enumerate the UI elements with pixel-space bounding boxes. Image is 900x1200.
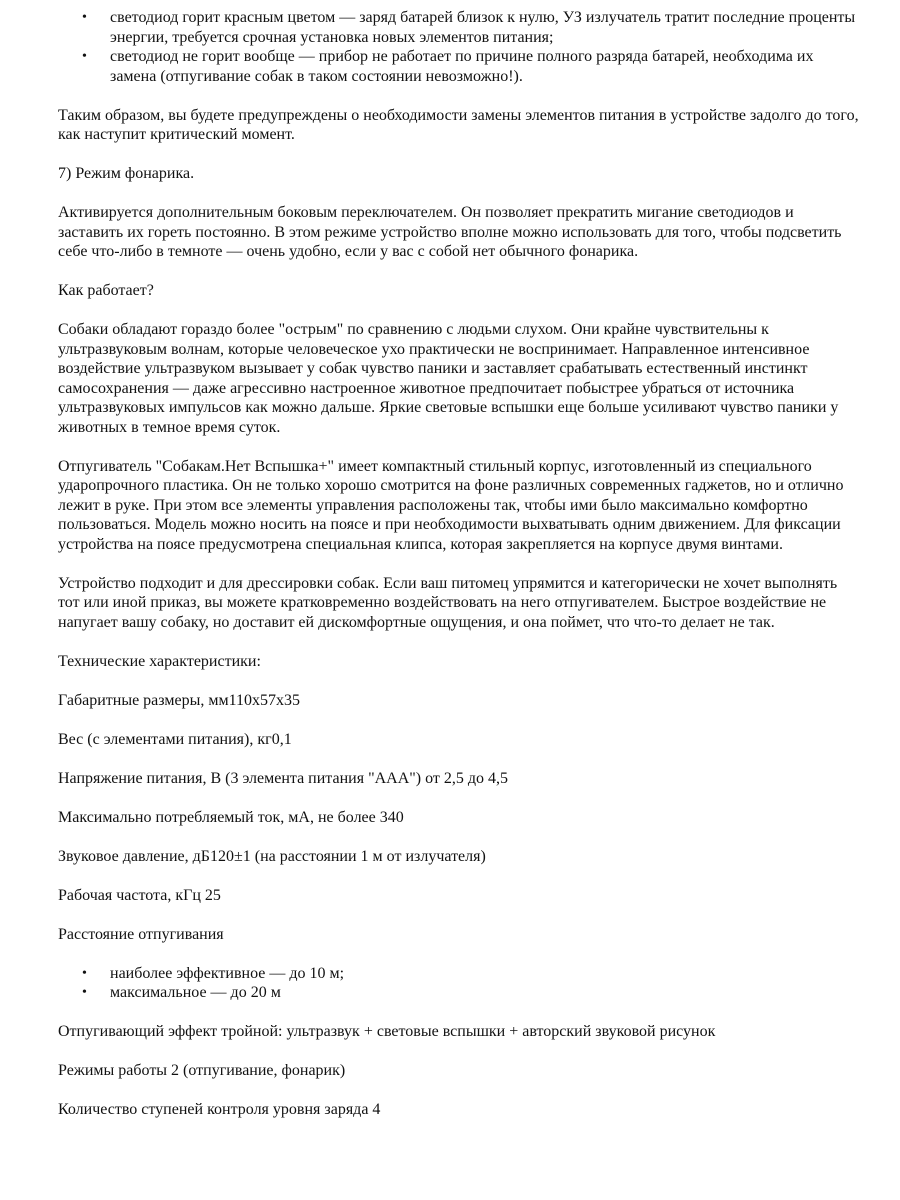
list-item-text: светодиод не горит вообще — прибор не работает по причине полного разряда батарей, необходима их замена (отпугивание собак в таком состоянии невозможно!). <box>110 48 814 85</box>
spec-charge-levels: Количество ступеней контроля уровня заряда 4 <box>58 1101 381 1118</box>
spec-sound-pressure: Звуковое давление, дБ120±1 (на расстоянии 1 м от излучателя) <box>58 847 486 865</box>
led-status-list <box>58 8 860 86</box>
section-heading-how-it-works: Как работает? <box>58 282 154 299</box>
paragraph-device-body: Отпугиватель "Собакам.Нет Вспышка+" имеет компактный стильный корпус, изготовленный из специального ударопрочного пластика. Он не только хорошо смотрится на фоне различных современных гаджетов, но и отлично лежит в руке. При этом все элементы управления расположены так, чтобы ими было максимально комфортно пользоваться. Модель можно носить на поясе и при необходимости выхватывать одним движением. Для фиксации устройства на поясе предусмотрена специальная клипса, которая закрепляется на корпусе двумя винтами. <box>58 457 844 553</box>
spec-frequency: Рабочая частота, кГц 25 <box>58 886 221 904</box>
section-heading-specs: Технические характеристики: <box>58 652 261 670</box>
spec-dimensions: Габаритные размеры, мм110х57х35 <box>58 691 300 709</box>
list-item <box>82 47 860 86</box>
section-heading-flashlight: 7) Режим фонарика. <box>58 165 195 182</box>
bullet-icon: • <box>82 965 87 981</box>
list-item-text: светодиод горит красным цветом — заряд батарей близок к нулю, УЗ излучатель тратит последние проценты энергии, требуется срочная установка новых элементов питания; <box>110 9 856 46</box>
spec-modes: Режимы работы 2 (отпугивание, фонарик) <box>58 1062 346 1079</box>
spec-weight: Вес (с элементами питания), кг0,1 <box>58 730 292 748</box>
paragraph-how-it-works: Собаки обладают гораздо более "острым" по сравнению с людьми слухом. Они крайне чувствительны к ультразвуковым волнам, которые человеческое ухо практически не воспринимает. Направленное интенсивное воздействие ультразвуком вызывает у собак чувство паники и заставляет срабатывать естественный инстинкт самосохранения — даже агрессивно настроенное животное предпочитает побыстрее убраться от источника ультразвуковых импульсов как можно дальше. Яркие световые вспышки еще больше усиливают чувство паники у животных в темное время суток. <box>58 321 839 436</box>
bullet-icon: • <box>82 49 87 64</box>
spec-voltage: Напряжение питания, В (3 элемента питания "AAA") от 2,5 до 4,5 <box>58 769 509 787</box>
bullet-icon: • <box>82 10 87 25</box>
list-item-text: наиболее эффективное — до 10 м; <box>110 964 345 982</box>
spec-effect: Отпугивающий эффект тройной: ультразвук + световые вспышки + авторский звуковой рисунок <box>58 1023 716 1040</box>
list-item <box>82 983 860 1003</box>
list-item-text: максимальное — до 20 м <box>110 984 281 1001</box>
list-item <box>82 8 860 47</box>
spec-distance: Расстояние отпугивания <box>58 925 224 943</box>
bullet-icon: • <box>82 985 87 1000</box>
spec-current: Максимально потребляемый ток, мА, не более 340 <box>58 808 404 826</box>
distance-list <box>58 964 860 1003</box>
paragraph-flashlight: Активируется дополнительным боковым переключателем. Он позволяет прекратить мигание светодиодов и заставить их гореть постоянно. В этом режиме устройство вполне можно использовать для того, чтобы подсветить себе что-либо в темноте — очень удобно, если у вас с собой нет обычного фонарика. <box>58 204 842 260</box>
paragraph-training: Устройство подходит и для дрессировки собак. Если ваш питомец упрямится и категорически не хочет выполнять тот или иной приказ, вы можете кратковременно воздействовать на него отпугивателем. Быстрое воздействие не напугает вашу собаку, но доставит ей дискомфортные ощущения, и она поймет, что что-то делает не так. <box>58 574 838 631</box>
paragraph-battery-warning: Таким образом, вы будете предупреждены о необходимости замены элементов питания в устройстве задолго до того, как наступит критический момент. <box>58 106 859 143</box>
list-item <box>82 964 860 984</box>
